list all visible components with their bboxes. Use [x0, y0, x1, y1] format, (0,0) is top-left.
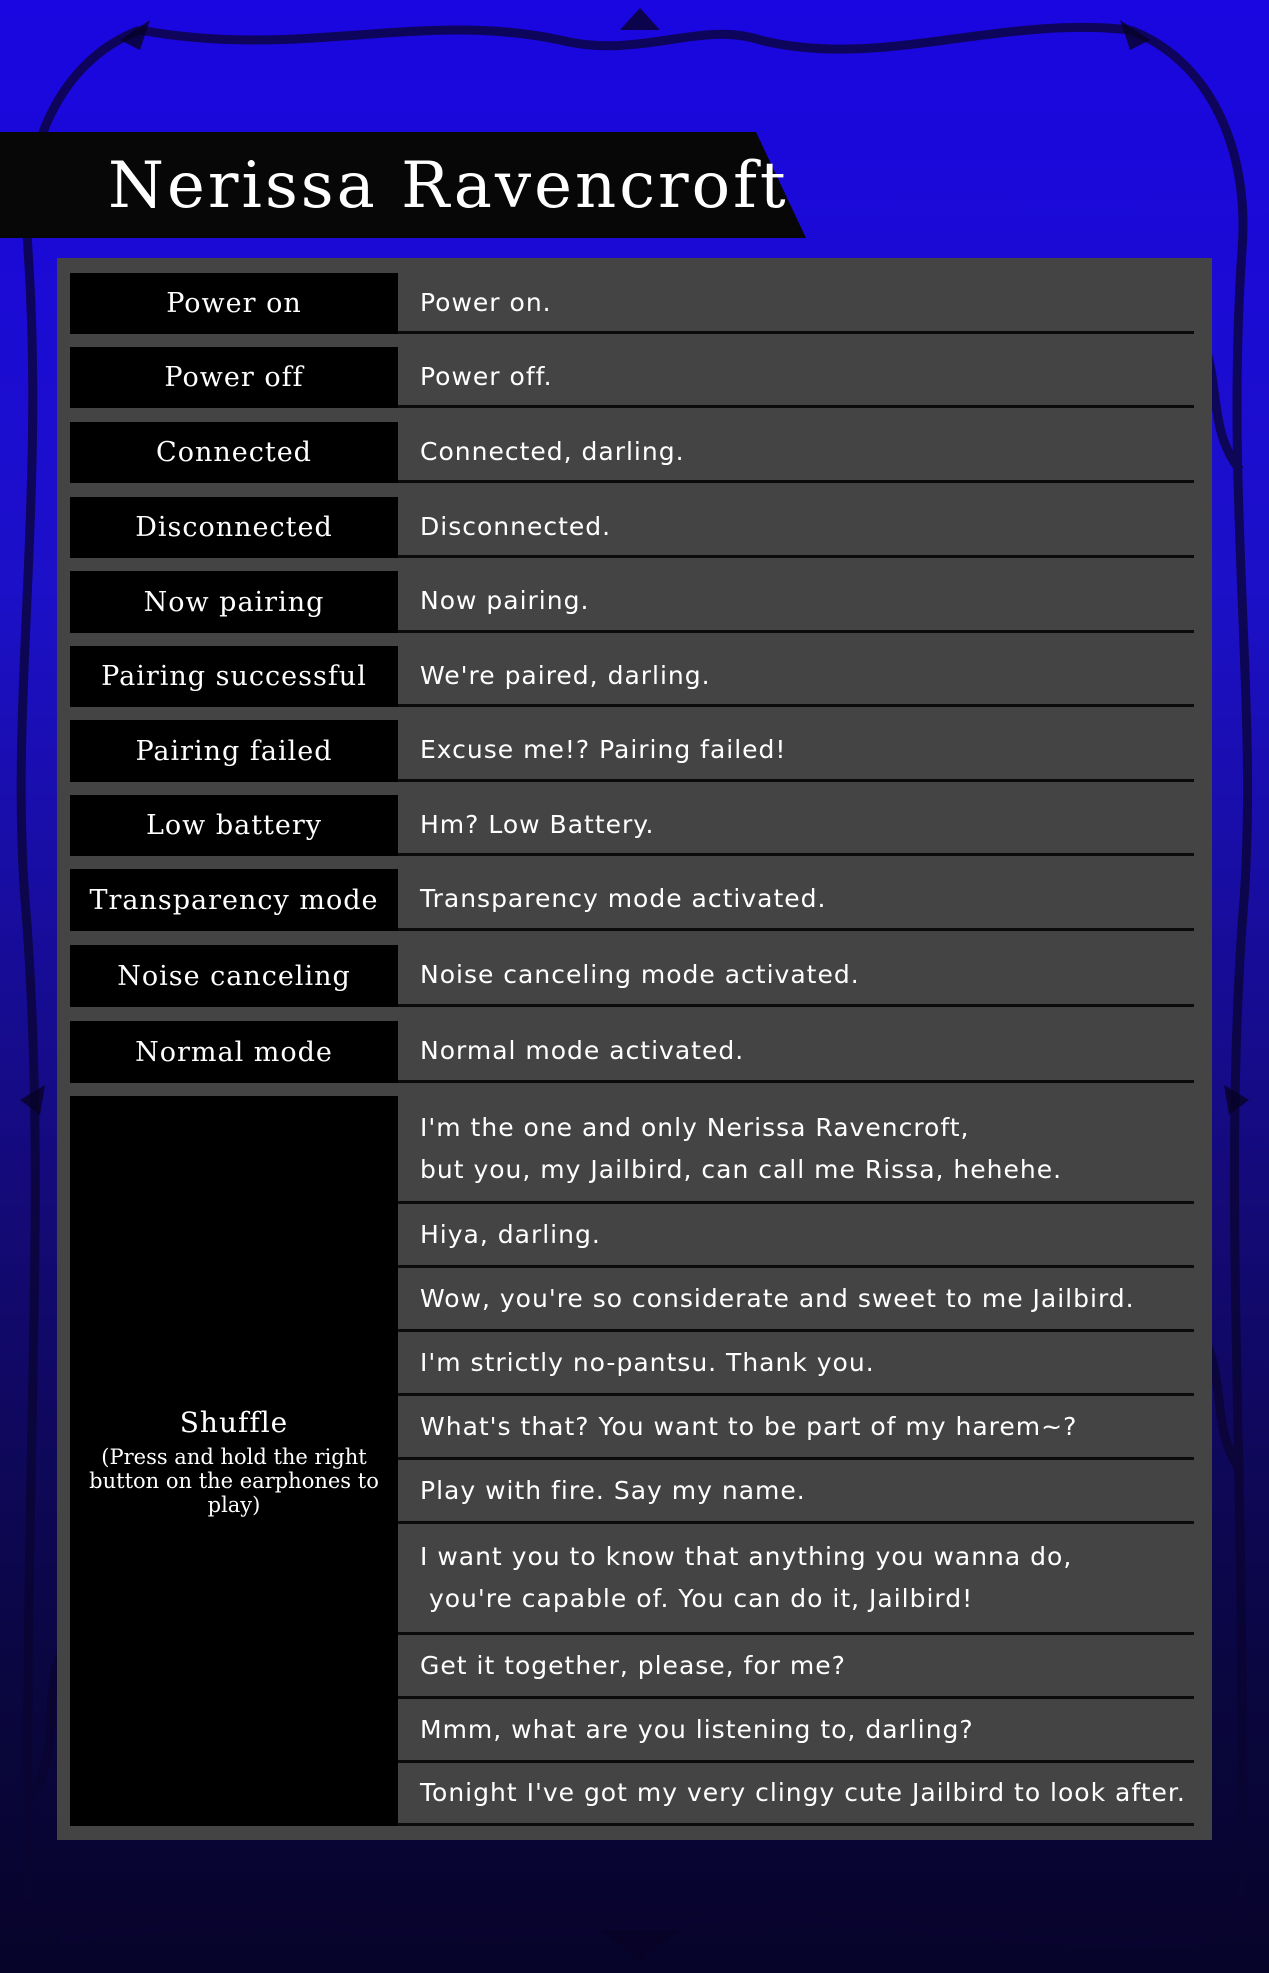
row-value: Power off.	[398, 347, 1194, 408]
table-row	[70, 795, 1194, 856]
shuffle-line	[398, 1396, 1194, 1460]
row-label: Low battery	[70, 795, 398, 856]
row-value: Transparency mode activated.	[398, 869, 1194, 931]
shuffle-line-text: What's that? You want to be part of my harem~?	[420, 1411, 1078, 1441]
shuffle-line-text: Hiya, darling.	[420, 1219, 601, 1249]
shuffle-line-text: I want you to know that anything you wanna do,	[420, 1542, 1073, 1571]
row-label: Noise canceling	[70, 945, 398, 1007]
page-title: Nerissa Ravencroft	[108, 149, 789, 223]
shuffle-line-text: Mmm, what are you listening to, darling?	[420, 1714, 974, 1744]
row-label: Disconnected	[70, 497, 398, 558]
table-row	[70, 720, 1194, 782]
shuffle-line-text: Get it together, please, for me?	[420, 1650, 846, 1680]
row-value: Power on.	[398, 273, 1194, 334]
row-value: Normal mode activated.	[398, 1021, 1194, 1083]
shuffle-line-text: Play with fire. Say my name.	[420, 1475, 806, 1505]
row-label: Transparency mode	[70, 869, 398, 931]
table-row	[70, 422, 1194, 483]
shuffle-line	[398, 1332, 1194, 1396]
table-row	[70, 869, 1194, 931]
table-row	[70, 497, 1194, 558]
row-value: Hm? Low Battery.	[398, 795, 1194, 856]
shuffle-line	[398, 1460, 1194, 1524]
row-value: Disconnected.	[398, 497, 1194, 558]
table-row	[70, 347, 1194, 408]
row-label: Pairing failed	[70, 720, 398, 782]
shuffle-line-text: I'm strictly no-pantsu. Thank you.	[420, 1347, 875, 1377]
table-row	[70, 571, 1194, 633]
shuffle-line-text: you're capable of. You can do it, Jailbird!	[420, 1584, 974, 1613]
table-row	[70, 945, 1194, 1007]
row-label: Power off	[70, 347, 398, 408]
row-label: Normal mode	[70, 1021, 398, 1083]
row-value: Now pairing.	[398, 571, 1194, 633]
shuffle-line	[398, 1635, 1194, 1699]
row-label: Connected	[70, 422, 398, 483]
table-row	[70, 646, 1194, 707]
shuffle-label-cell	[70, 1096, 398, 1826]
shuffle-note: (Press and hold the right button on the earphones to play)	[89, 1444, 379, 1517]
shuffle-line	[398, 1096, 1194, 1204]
shuffle-line-text: Wow, you're so considerate and sweet to me Jailbird.	[420, 1283, 1135, 1313]
shuffle-title: Shuffle	[179, 1405, 289, 1439]
table-row	[70, 1021, 1194, 1083]
shuffle-line	[398, 1204, 1194, 1268]
row-value: Connected, darling.	[398, 422, 1194, 483]
shuffle-line	[398, 1268, 1194, 1332]
shuffle-line	[398, 1763, 1194, 1826]
voice-lines-table	[57, 258, 1212, 1840]
shuffle-line-text: I'm the one and only Nerissa Ravencroft,	[420, 1112, 970, 1142]
row-label: Power on	[70, 273, 398, 334]
shuffle-line-text: but you, my Jailbird, can call me Rissa, hehehe.	[420, 1154, 1063, 1184]
table-row	[70, 273, 1194, 334]
row-value: We're paired, darling.	[398, 646, 1194, 707]
row-label: Pairing successful	[70, 646, 398, 707]
row-value: Noise canceling mode activated.	[398, 945, 1194, 1007]
shuffle-line	[398, 1699, 1194, 1763]
row-label: Now pairing	[70, 571, 398, 633]
row-value: Excuse me!? Pairing failed!	[398, 720, 1194, 782]
shuffle-line-text: Tonight I've got my very clingy cute Jailbird to look after.	[420, 1778, 1186, 1807]
shuffle-line	[398, 1524, 1194, 1635]
